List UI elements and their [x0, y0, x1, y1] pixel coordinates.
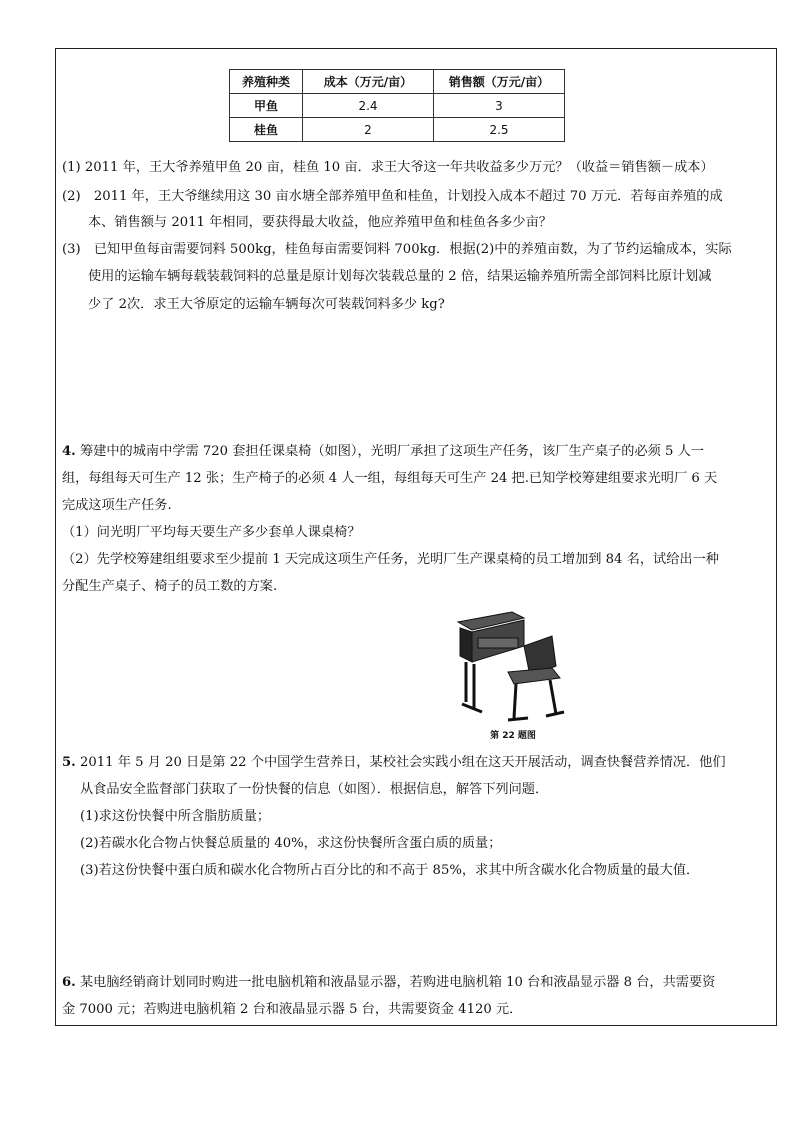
- table-header-cell: 养殖种类: [230, 70, 303, 94]
- q3-sub2-line2: 本、销售额与 2011 年相同，要获得最大收益，他应养殖甲鱼和桂鱼各多少亩？: [88, 215, 552, 230]
- table-cell: 3: [434, 94, 565, 118]
- q5-number: 5.: [62, 755, 76, 770]
- figure-caption: 第 22 题图: [490, 731, 536, 741]
- table-header-cell: 销售额（万元/亩）: [434, 70, 565, 94]
- q6-line2: 金 7000 元；若购进电脑机箱 2 台和液晶显示器 5 台，共需要资金 4120 元．: [62, 1002, 523, 1017]
- q4-sub1: （1）问光明厂平均每天要生产多少套单人课桌椅？: [62, 525, 361, 540]
- q6-number: 6.: [62, 975, 76, 990]
- q4-text: 筹建中的城南中学需 720 套担任课桌椅（如图），光明厂承担了这项生产任务，该厂生产桌子的必须 5 人一: [75, 444, 704, 459]
- q4-sub2-line1: （2）先学校筹建组组要求至少提前 1 天完成这项生产任务，光明厂生产课桌椅的员工增加到 84 名，试给出一种: [62, 552, 719, 567]
- fish-cost-table: [229, 69, 565, 142]
- table-row: [230, 94, 565, 118]
- q4-sub2-line2: 分配生产桌子、椅子的员工数的方案.: [62, 579, 278, 594]
- table-cell: 桂鱼: [230, 118, 303, 142]
- q3-sub1: (1) 2011 年，王大爷养殖甲鱼 20 亩，桂鱼 10 亩．求王大爷这一年共收益多少万元？（收益＝销售额－成本）: [62, 160, 714, 175]
- q4-number: 4.: [62, 444, 76, 459]
- table-header-cell: 成本（万元/亩）: [303, 70, 434, 94]
- table-header-row: [230, 70, 565, 94]
- q4-line2: 组，每组每天可生产 12 张；生产椅子的必须 4 人一组，每组每天可生产 24 把.已知学校筹建组要求光明厂 6 天: [62, 471, 718, 486]
- q5-line2: 从食品安全监督部门获取了一份快餐的信息（如图）．根据信息，解答下列问题．: [80, 782, 549, 797]
- q5-sub1: (1)求这份快餐中所含脂肪质量；: [80, 809, 271, 824]
- q4-line1: [62, 442, 704, 462]
- q4-line3: 完成这项生产任务.: [62, 498, 172, 513]
- q5-line1: [62, 753, 726, 773]
- q5-sub3: (3)若这份快餐中蛋白质和碳水化合物所占百分比的和不高于 85%，求其中所含碳水化合物质量的最大值．: [80, 863, 700, 878]
- q3-sub2-line1: (2) 2011 年，王大爷继续用这 30 亩水塘全部养殖甲鱼和桂鱼，计划投入成本不超过 70 万元．若每亩养殖的成: [62, 189, 723, 204]
- q3-sub3-line2: 使用的运输车辆每载装载饲料的总量是原计划每次装载总量的 2 倍，结果运输养殖所需全部饲料比原计划减: [88, 269, 712, 284]
- q6-line1: [62, 973, 715, 993]
- table-cell: 2: [303, 118, 434, 142]
- q5-sub2: (2)若碳水化合物占快餐总质量的 40%，求这份快餐所含蛋白质的质量；: [80, 836, 502, 851]
- table-row: [230, 118, 565, 142]
- q3-sub3-line1: (3) 已知甲鱼每亩需要饲料 500kg，桂鱼每亩需要饲料 700kg．根据(2)中的养殖亩数，为了节约运输成本，实际: [62, 242, 732, 257]
- table-cell: 甲鱼: [230, 94, 303, 118]
- q3-sub3-line3: 少了 2次．求王大爷原定的运输车辆每次可装载饲料多少 kg?: [88, 297, 445, 312]
- q6-text: 某电脑经销商计划同时购进一批电脑机箱和液晶显示器，若购进电脑机箱 10 台和液晶显示器 8 台，共需要资: [75, 975, 716, 990]
- q5-text: 2011 年 5 月 20 日是第 22 个中国学生营养日，某校社会实践小组在这天开展活动，调查快餐营养情况．他们: [75, 755, 726, 770]
- table-cell: 2.5: [434, 118, 565, 142]
- table-cell: 2.4: [303, 94, 434, 118]
- desk-chair-illustration: [452, 606, 574, 742]
